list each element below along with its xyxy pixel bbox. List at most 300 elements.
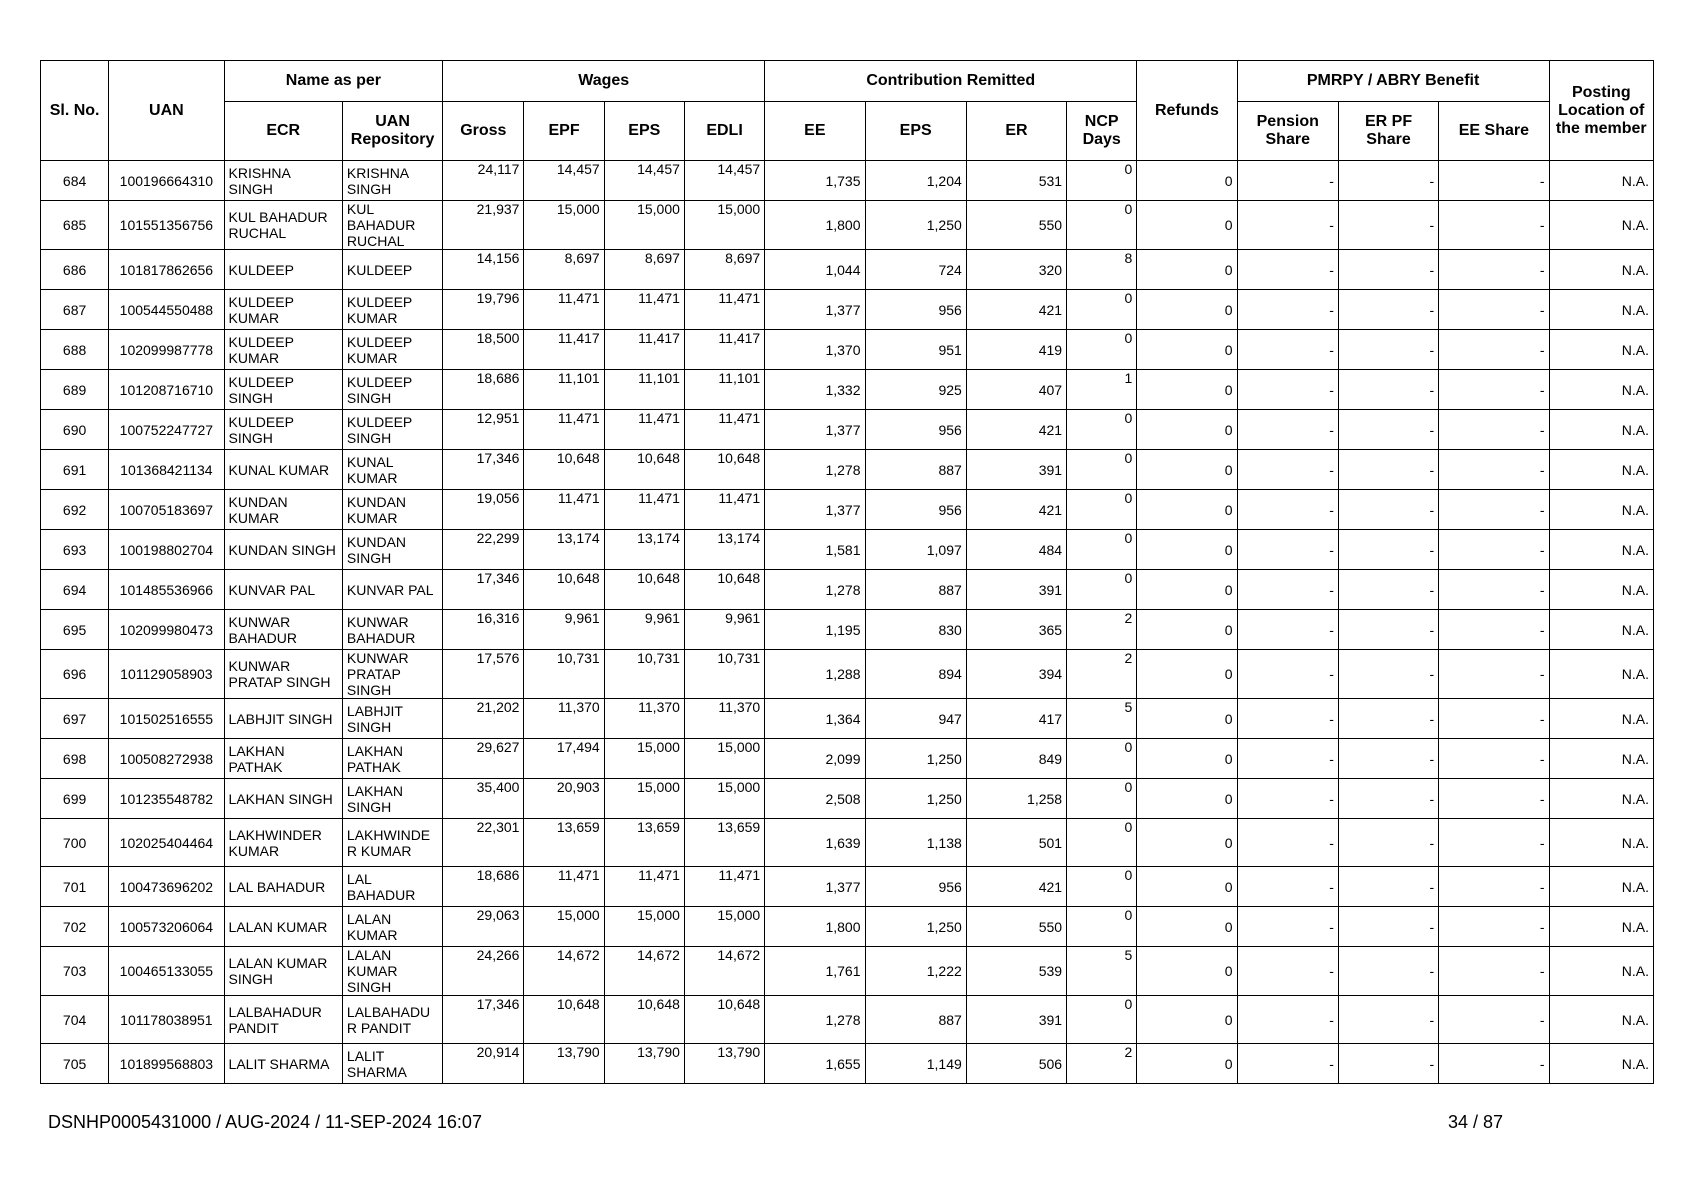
- cell-ee-share: -: [1439, 1044, 1549, 1084]
- cell-ncp-days: 0: [1067, 570, 1137, 610]
- cell-gross: 21,937: [443, 201, 524, 250]
- cell-epf: 11,101: [524, 370, 604, 410]
- cell-epf: 10,648: [524, 996, 604, 1044]
- cell-er: 394: [966, 650, 1066, 699]
- cell-gross: 17,346: [443, 450, 524, 490]
- cell-gross: 29,627: [443, 739, 524, 779]
- cell-refunds: 0: [1137, 290, 1237, 330]
- col-uan: UAN: [109, 61, 224, 161]
- table-body: [41, 161, 1654, 1084]
- cell-pension-share: -: [1237, 410, 1338, 450]
- cell-uan: 100508272938: [109, 739, 224, 779]
- table-row: [41, 201, 1654, 250]
- cell-refunds: 0: [1137, 867, 1237, 907]
- cell-edli: 15,000: [684, 907, 764, 947]
- cell-ee-share: -: [1439, 161, 1549, 201]
- cell-ncp-days: 0: [1067, 779, 1137, 819]
- cell-er-pf-share: -: [1338, 907, 1438, 947]
- cell-uan: 102099980473: [109, 610, 224, 650]
- cell-ee: 1,278: [765, 450, 865, 490]
- cell-contribution-eps: 956: [865, 290, 966, 330]
- cell-ecr-name: KUNAL KUMAR: [224, 450, 342, 490]
- cell-ee-share: -: [1439, 410, 1549, 450]
- col-er-pf-share: ER PF Share: [1338, 102, 1438, 161]
- cell-ecr-name: KUNDAN KUMAR: [224, 490, 342, 530]
- cell-contribution-eps: 1,138: [865, 819, 966, 867]
- cell-repository-name: LALAN KUMAR: [342, 907, 442, 947]
- cell-ee-share: -: [1439, 996, 1549, 1044]
- cell-ee-share: -: [1439, 490, 1549, 530]
- cell-epf: 13,790: [524, 1044, 604, 1084]
- cell-ecr-name: KULDEEP KUMAR: [224, 330, 342, 370]
- cell-posting-location: N.A.: [1549, 201, 1653, 250]
- cell-uan: 101368421134: [109, 450, 224, 490]
- cell-posting-location: N.A.: [1549, 739, 1653, 779]
- cell-eps: 14,457: [604, 161, 684, 201]
- cell-refunds: 0: [1137, 650, 1237, 699]
- cell-sl-no: 684: [41, 161, 109, 201]
- cell-ee-share: -: [1439, 819, 1549, 867]
- cell-sl-no: 687: [41, 290, 109, 330]
- cell-ncp-days: 2: [1067, 650, 1137, 699]
- cell-er: 365: [966, 610, 1066, 650]
- cell-contribution-eps: 1,250: [865, 779, 966, 819]
- cell-er-pf-share: -: [1338, 330, 1438, 370]
- cell-sl-no: 694: [41, 570, 109, 610]
- cell-ncp-days: 0: [1067, 739, 1137, 779]
- cell-uan: 100196664310: [109, 161, 224, 201]
- cell-er-pf-share: -: [1338, 450, 1438, 490]
- cell-er: 531: [966, 161, 1066, 201]
- cell-pension-share: -: [1237, 161, 1338, 201]
- cell-ee-share: -: [1439, 947, 1549, 996]
- cell-ee: 1,377: [765, 410, 865, 450]
- cell-ecr-name: KUNVAR PAL: [224, 570, 342, 610]
- cell-epf: 11,471: [524, 410, 604, 450]
- cell-eps: 13,659: [604, 819, 684, 867]
- cell-ee: 1,044: [765, 250, 865, 290]
- col-posting-location: Posting Location of the member: [1549, 61, 1653, 161]
- cell-refunds: 0: [1137, 610, 1237, 650]
- cell-er: 501: [966, 819, 1066, 867]
- cell-refunds: 0: [1137, 779, 1237, 819]
- cell-posting-location: N.A.: [1549, 530, 1653, 570]
- cell-repository-name: LALAN KUMAR SINGH: [342, 947, 442, 996]
- col-sl-no: Sl. No.: [41, 61, 109, 161]
- cell-ecr-name: KULDEEP KUMAR: [224, 290, 342, 330]
- cell-pension-share: -: [1237, 290, 1338, 330]
- cell-ncp-days: 1: [1067, 370, 1137, 410]
- cell-er-pf-share: -: [1338, 779, 1438, 819]
- cell-ncp-days: 5: [1067, 947, 1137, 996]
- cell-eps: 11,417: [604, 330, 684, 370]
- cell-pension-share: -: [1237, 250, 1338, 290]
- cell-epf: 13,659: [524, 819, 604, 867]
- cell-contribution-eps: 1,250: [865, 739, 966, 779]
- table-row: [41, 610, 1654, 650]
- table-header: [41, 61, 1654, 161]
- cell-pension-share: -: [1237, 996, 1338, 1044]
- cell-contribution-eps: 1,250: [865, 907, 966, 947]
- cell-sl-no: 685: [41, 201, 109, 250]
- col-ncp-days: NCP Days: [1067, 102, 1137, 161]
- cell-edli: 10,648: [684, 450, 764, 490]
- cell-uan: 101178038951: [109, 996, 224, 1044]
- cell-refunds: 0: [1137, 490, 1237, 530]
- cell-ee-share: -: [1439, 739, 1549, 779]
- cell-er: 407: [966, 370, 1066, 410]
- cell-eps: 11,471: [604, 290, 684, 330]
- cell-sl-no: 686: [41, 250, 109, 290]
- cell-contribution-eps: 1,222: [865, 947, 966, 996]
- cell-er-pf-share: -: [1338, 490, 1438, 530]
- cell-posting-location: N.A.: [1549, 161, 1653, 201]
- cell-refunds: 0: [1137, 330, 1237, 370]
- cell-edli: 10,648: [684, 996, 764, 1044]
- cell-pension-share: -: [1237, 610, 1338, 650]
- cell-edli: 15,000: [684, 779, 764, 819]
- cell-eps: 15,000: [604, 907, 684, 947]
- cell-ee-share: -: [1439, 290, 1549, 330]
- cell-edli: 14,457: [684, 161, 764, 201]
- cell-edli: 13,174: [684, 530, 764, 570]
- cell-uan: 100705183697: [109, 490, 224, 530]
- cell-er-pf-share: -: [1338, 867, 1438, 907]
- cell-pension-share: -: [1237, 947, 1338, 996]
- cell-gross: 18,686: [443, 370, 524, 410]
- table-row: [41, 530, 1654, 570]
- cell-epf: 11,471: [524, 490, 604, 530]
- cell-eps: 11,471: [604, 410, 684, 450]
- cell-epf: 11,471: [524, 867, 604, 907]
- cell-ncp-days: 0: [1067, 290, 1137, 330]
- table-row: [41, 370, 1654, 410]
- cell-eps: 11,101: [604, 370, 684, 410]
- cell-ee: 2,508: [765, 779, 865, 819]
- cell-refunds: 0: [1137, 450, 1237, 490]
- cell-gross: 35,400: [443, 779, 524, 819]
- cell-posting-location: N.A.: [1549, 947, 1653, 996]
- cell-er: 421: [966, 410, 1066, 450]
- document-reference: DSNHP0005431000 / AUG-2024 / 11-SEP-2024 16:07: [48, 1112, 482, 1132]
- cell-gross: 17,346: [443, 996, 524, 1044]
- cell-er: 391: [966, 570, 1066, 610]
- cell-epf: 8,697: [524, 250, 604, 290]
- cell-uan: 100473696202: [109, 867, 224, 907]
- cell-sl-no: 699: [41, 779, 109, 819]
- cell-ee: 1,364: [765, 699, 865, 739]
- cell-ee-share: -: [1439, 867, 1549, 907]
- cell-eps: 14,672: [604, 947, 684, 996]
- cell-ecr-name: KULDEEP SINGH: [224, 370, 342, 410]
- cell-eps: 13,790: [604, 1044, 684, 1084]
- page-number: 34 / 87: [1448, 1112, 1504, 1132]
- cell-eps: 10,648: [604, 570, 684, 610]
- cell-eps: 11,471: [604, 490, 684, 530]
- cell-sl-no: 690: [41, 410, 109, 450]
- cell-er-pf-share: -: [1338, 161, 1438, 201]
- cell-repository-name: KULDEEP SINGH: [342, 370, 442, 410]
- cell-uan: 100752247727: [109, 410, 224, 450]
- cell-edli: 11,471: [684, 490, 764, 530]
- cell-refunds: 0: [1137, 370, 1237, 410]
- col-epf: EPF: [524, 102, 604, 161]
- cell-ee: 1,332: [765, 370, 865, 410]
- cell-contribution-eps: 951: [865, 330, 966, 370]
- cell-uan: 101551356756: [109, 201, 224, 250]
- cell-ee: 1,377: [765, 867, 865, 907]
- cell-ncp-days: 0: [1067, 996, 1137, 1044]
- cell-eps: 9,961: [604, 610, 684, 650]
- cell-eps: 13,174: [604, 530, 684, 570]
- cell-er-pf-share: -: [1338, 201, 1438, 250]
- cell-repository-name: KUNVAR PAL: [342, 570, 442, 610]
- cell-refunds: 0: [1137, 161, 1237, 201]
- cell-gross: 19,056: [443, 490, 524, 530]
- cell-ee-share: -: [1439, 650, 1549, 699]
- cell-repository-name: KULDEEP: [342, 250, 442, 290]
- col-contribution-eps: EPS: [865, 102, 966, 161]
- cell-refunds: 0: [1137, 1044, 1237, 1084]
- cell-refunds: 0: [1137, 201, 1237, 250]
- cell-edli: 14,672: [684, 947, 764, 996]
- cell-er-pf-share: -: [1338, 610, 1438, 650]
- cell-ecr-name: LAKHWINDER KUMAR: [224, 819, 342, 867]
- cell-er-pf-share: -: [1338, 699, 1438, 739]
- cell-uan: 101208716710: [109, 370, 224, 410]
- cell-posting-location: N.A.: [1549, 330, 1653, 370]
- cell-ncp-days: 0: [1067, 490, 1137, 530]
- group-pmrpy-abry: PMRPY / ABRY Benefit: [1237, 61, 1549, 102]
- cell-ecr-name: LALAN KUMAR SINGH: [224, 947, 342, 996]
- col-pension-share: Pension Share: [1237, 102, 1338, 161]
- cell-ee: 1,288: [765, 650, 865, 699]
- cell-repository-name: KUNWAR PRATAP SINGH: [342, 650, 442, 699]
- cell-refunds: 0: [1137, 947, 1237, 996]
- cell-sl-no: 695: [41, 610, 109, 650]
- cell-ee-share: -: [1439, 779, 1549, 819]
- cell-sl-no: 689: [41, 370, 109, 410]
- cell-uan: 102099987778: [109, 330, 224, 370]
- table-row: [41, 330, 1654, 370]
- cell-er-pf-share: -: [1338, 739, 1438, 779]
- cell-posting-location: N.A.: [1549, 410, 1653, 450]
- cell-ee-share: -: [1439, 201, 1549, 250]
- cell-contribution-eps: 925: [865, 370, 966, 410]
- cell-repository-name: KULDEEP KUMAR: [342, 330, 442, 370]
- cell-epf: 11,370: [524, 699, 604, 739]
- cell-ee: 1,278: [765, 996, 865, 1044]
- cell-ncp-days: 0: [1067, 330, 1137, 370]
- table-row: [41, 161, 1654, 201]
- cell-repository-name: KULDEEP KUMAR: [342, 290, 442, 330]
- cell-er: 421: [966, 290, 1066, 330]
- cell-eps: 11,370: [604, 699, 684, 739]
- cell-repository-name: KULDEEP SINGH: [342, 410, 442, 450]
- cell-er-pf-share: -: [1338, 996, 1438, 1044]
- cell-pension-share: -: [1237, 779, 1338, 819]
- cell-ecr-name: KUNWAR PRATAP SINGH: [224, 650, 342, 699]
- cell-uan: 101502516555: [109, 699, 224, 739]
- cell-ee: 1,195: [765, 610, 865, 650]
- cell-posting-location: N.A.: [1549, 907, 1653, 947]
- cell-edli: 11,471: [684, 410, 764, 450]
- cell-refunds: 0: [1137, 739, 1237, 779]
- cell-repository-name: KUNDAN SINGH: [342, 530, 442, 570]
- table-row: [41, 1044, 1654, 1084]
- cell-repository-name: KUNDAN KUMAR: [342, 490, 442, 530]
- cell-epf: 13,174: [524, 530, 604, 570]
- cell-posting-location: N.A.: [1549, 570, 1653, 610]
- cell-pension-share: -: [1237, 1044, 1338, 1084]
- cell-repository-name: LALIT SHARMA: [342, 1044, 442, 1084]
- cell-ee: 1,735: [765, 161, 865, 201]
- cell-gross: 24,266: [443, 947, 524, 996]
- cell-sl-no: 700: [41, 819, 109, 867]
- cell-ncp-days: 0: [1067, 410, 1137, 450]
- cell-uan: 102025404464: [109, 819, 224, 867]
- table-row: [41, 490, 1654, 530]
- cell-uan: 101129058903: [109, 650, 224, 699]
- cell-edli: 11,471: [684, 867, 764, 907]
- cell-pension-share: -: [1237, 699, 1338, 739]
- cell-gross: 14,156: [443, 250, 524, 290]
- col-refunds: Refunds: [1137, 61, 1237, 161]
- cell-ee-share: -: [1439, 570, 1549, 610]
- cell-edli: 11,417: [684, 330, 764, 370]
- cell-sl-no: 688: [41, 330, 109, 370]
- cell-er-pf-share: -: [1338, 250, 1438, 290]
- group-name-as-per: Name as per: [224, 61, 443, 102]
- cell-posting-location: N.A.: [1549, 1044, 1653, 1084]
- cell-refunds: 0: [1137, 570, 1237, 610]
- cell-epf: 10,648: [524, 570, 604, 610]
- cell-edli: 11,370: [684, 699, 764, 739]
- cell-posting-location: N.A.: [1549, 370, 1653, 410]
- cell-epf: 14,672: [524, 947, 604, 996]
- cell-er: 550: [966, 907, 1066, 947]
- cell-er-pf-share: -: [1338, 819, 1438, 867]
- cell-gross: 29,063: [443, 907, 524, 947]
- cell-edli: 8,697: [684, 250, 764, 290]
- cell-er: 391: [966, 996, 1066, 1044]
- cell-pension-share: -: [1237, 570, 1338, 610]
- cell-ecr-name: KUL BAHADUR RUCHAL: [224, 201, 342, 250]
- cell-eps: 8,697: [604, 250, 684, 290]
- cell-er: 506: [966, 1044, 1066, 1084]
- table-row: [41, 650, 1654, 699]
- cell-sl-no: 704: [41, 996, 109, 1044]
- cell-uan: 101235548782: [109, 779, 224, 819]
- cell-uan: 100465133055: [109, 947, 224, 996]
- cell-refunds: 0: [1137, 250, 1237, 290]
- cell-ecr-name: KULDEEP: [224, 250, 342, 290]
- cell-pension-share: -: [1237, 201, 1338, 250]
- cell-ee-share: -: [1439, 907, 1549, 947]
- cell-edli: 13,659: [684, 819, 764, 867]
- cell-epf: 10,731: [524, 650, 604, 699]
- cell-gross: 20,914: [443, 1044, 524, 1084]
- col-ee: EE: [765, 102, 865, 161]
- table-row: [41, 290, 1654, 330]
- cell-ecr-name: LALAN KUMAR: [224, 907, 342, 947]
- cell-repository-name: LAL BAHADUR: [342, 867, 442, 907]
- cell-epf: 9,961: [524, 610, 604, 650]
- table-row: [41, 570, 1654, 610]
- col-edli: EDLI: [684, 102, 764, 161]
- cell-ecr-name: LABHJIT SINGH: [224, 699, 342, 739]
- cell-posting-location: N.A.: [1549, 290, 1653, 330]
- cell-uan: 100198802704: [109, 530, 224, 570]
- cell-er: 1,258: [966, 779, 1066, 819]
- col-eps: EPS: [604, 102, 684, 161]
- cell-epf: 15,000: [524, 907, 604, 947]
- cell-posting-location: N.A.: [1549, 996, 1653, 1044]
- cell-ee-share: -: [1439, 530, 1549, 570]
- cell-sl-no: 693: [41, 530, 109, 570]
- cell-gross: 17,576: [443, 650, 524, 699]
- group-contribution-remitted: Contribution Remitted: [765, 61, 1137, 102]
- cell-repository-name: KUNWAR BAHADUR: [342, 610, 442, 650]
- cell-refunds: 0: [1137, 699, 1237, 739]
- cell-edli: 11,471: [684, 290, 764, 330]
- cell-ecr-name: KUNWAR BAHADUR: [224, 610, 342, 650]
- cell-pension-share: -: [1237, 867, 1338, 907]
- cell-ee: 1,377: [765, 290, 865, 330]
- cell-er-pf-share: -: [1338, 947, 1438, 996]
- table-row: [41, 699, 1654, 739]
- cell-contribution-eps: 956: [865, 490, 966, 530]
- cell-ncp-days: 0: [1067, 530, 1137, 570]
- table-row: [41, 947, 1654, 996]
- cell-contribution-eps: 887: [865, 450, 966, 490]
- cell-refunds: 0: [1137, 996, 1237, 1044]
- cell-gross: 18,500: [443, 330, 524, 370]
- cell-er: 484: [966, 530, 1066, 570]
- cell-uan: 101485536966: [109, 570, 224, 610]
- cell-uan: 101817862656: [109, 250, 224, 290]
- cell-contribution-eps: 947: [865, 699, 966, 739]
- cell-posting-location: N.A.: [1549, 867, 1653, 907]
- cell-eps: 10,731: [604, 650, 684, 699]
- cell-repository-name: LALBAHADU R PANDIT: [342, 996, 442, 1044]
- cell-contribution-eps: 830: [865, 610, 966, 650]
- table-row: [41, 996, 1654, 1044]
- cell-uan: 101899568803: [109, 1044, 224, 1084]
- cell-ncp-days: 0: [1067, 201, 1137, 250]
- cell-eps: 15,000: [604, 739, 684, 779]
- cell-pension-share: -: [1237, 370, 1338, 410]
- cell-gross: 17,346: [443, 570, 524, 610]
- cell-ncp-days: 0: [1067, 907, 1137, 947]
- cell-ecr-name: LALIT SHARMA: [224, 1044, 342, 1084]
- cell-eps: 15,000: [604, 779, 684, 819]
- cell-refunds: 0: [1137, 410, 1237, 450]
- cell-ncp-days: 2: [1067, 1044, 1137, 1084]
- table-row: [41, 250, 1654, 290]
- cell-posting-location: N.A.: [1549, 610, 1653, 650]
- cell-ecr-name: LAKHAN PATHAK: [224, 739, 342, 779]
- cell-contribution-eps: 1,204: [865, 161, 966, 201]
- cell-ncp-days: 8: [1067, 250, 1137, 290]
- cell-ee: 1,278: [765, 570, 865, 610]
- cell-ee-share: -: [1439, 699, 1549, 739]
- cell-posting-location: N.A.: [1549, 450, 1653, 490]
- cell-contribution-eps: 1,149: [865, 1044, 966, 1084]
- cell-uan: 100544550488: [109, 290, 224, 330]
- cell-edli: 10,648: [684, 570, 764, 610]
- cell-repository-name: LAKHAN SINGH: [342, 779, 442, 819]
